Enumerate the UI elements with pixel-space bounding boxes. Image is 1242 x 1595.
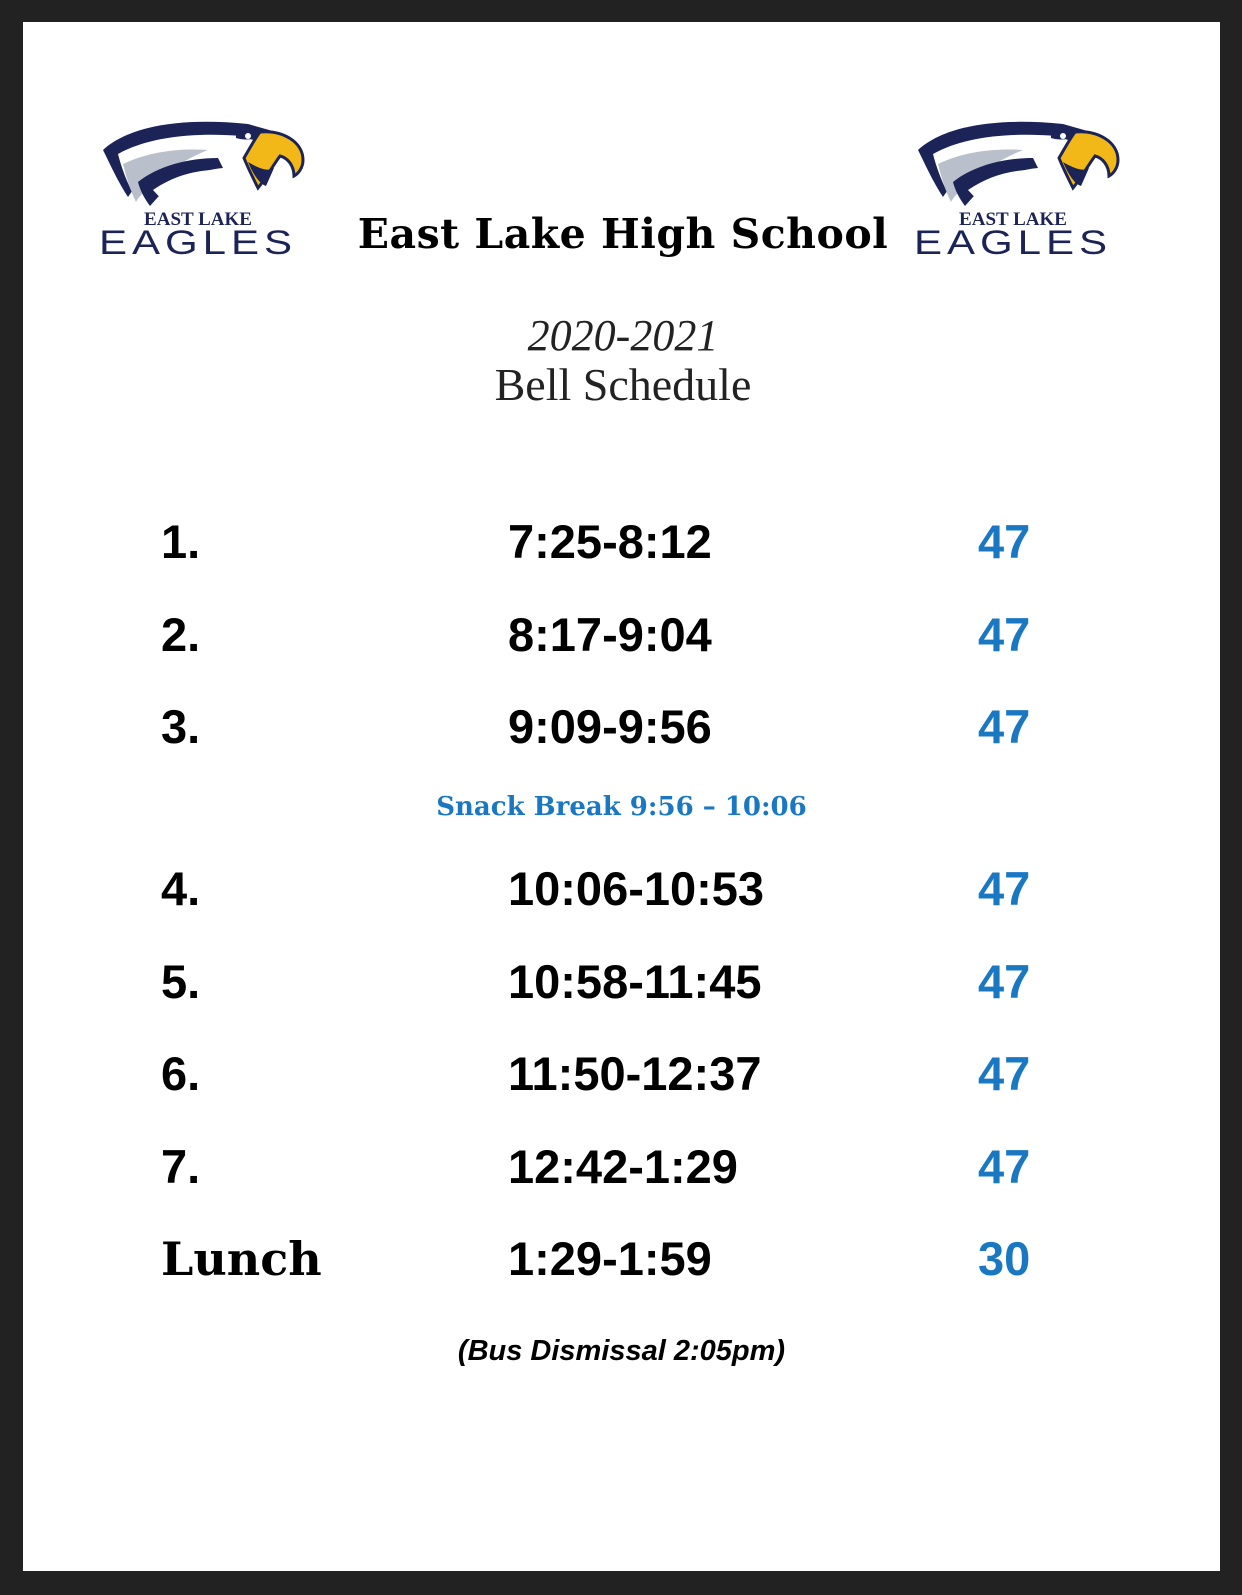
svg-text:EAGLES: EAGLES: [99, 224, 297, 262]
schedule-row-5: [23, 947, 1220, 1017]
eagle-head-icon: [913, 102, 1123, 262]
period-label: 2.: [161, 608, 201, 661]
period-label: 3.: [161, 700, 201, 753]
schedule-row-1: [23, 507, 1220, 577]
period-minutes: 47: [978, 608, 1031, 661]
period-time: 12:42-1:29: [508, 1140, 738, 1193]
svg-text:EAST LAKE: EAST LAKE: [144, 209, 252, 230]
eagles-logo-left: [98, 102, 308, 262]
period-minutes: 47: [978, 862, 1031, 915]
period-label: 5.: [161, 955, 201, 1008]
period-label: 1.: [161, 515, 201, 568]
svg-text:EAGLES: EAGLES: [914, 224, 1112, 262]
period-label: Lunch: [161, 1232, 322, 1286]
period-time: 1:29-1:59: [508, 1232, 712, 1285]
period-minutes: 47: [978, 515, 1031, 568]
svg-text:EAST LAKE: EAST LAKE: [959, 209, 1067, 230]
period-time: 9:09-9:56: [508, 700, 712, 753]
school-year: 2020-2021: [527, 311, 719, 360]
schedule-row-4: [23, 854, 1220, 924]
period-minutes: 47: [978, 955, 1031, 1008]
period-time: 7:25-8:12: [508, 515, 712, 568]
schedule-row-7: [23, 1132, 1220, 1202]
bus-dismissal-note: (Bus Dismissal 2:05pm): [457, 1335, 786, 1367]
period-minutes: 47: [978, 1047, 1031, 1100]
bell-schedule-page: [23, 22, 1220, 1571]
period-label: 4.: [161, 862, 201, 915]
period-time: 10:06-10:53: [508, 862, 765, 915]
period-time: 8:17-9:04: [508, 608, 712, 661]
schedule-title: Bell Schedule: [494, 359, 752, 410]
period-minutes: 47: [978, 1140, 1031, 1193]
eagle-head-icon: [98, 102, 308, 262]
period-label: 6.: [161, 1047, 201, 1100]
school-name: East Lake High School: [357, 210, 889, 258]
schedule-row-3: [23, 692, 1220, 762]
snack-break-note: Snack Break 9:56 – 10:06: [436, 792, 807, 822]
period-label: 7.: [161, 1140, 201, 1193]
period-minutes: 30: [978, 1232, 1031, 1285]
schedule-row-lunch: [23, 1224, 1220, 1294]
period-time: 10:58-11:45: [508, 955, 762, 1008]
eagles-logo-right: [913, 102, 1123, 262]
schedule-row-6: [23, 1039, 1220, 1109]
schedule-row-2: [23, 600, 1220, 670]
period-minutes: 47: [978, 700, 1031, 753]
period-time: 11:50-12:37: [508, 1047, 762, 1100]
